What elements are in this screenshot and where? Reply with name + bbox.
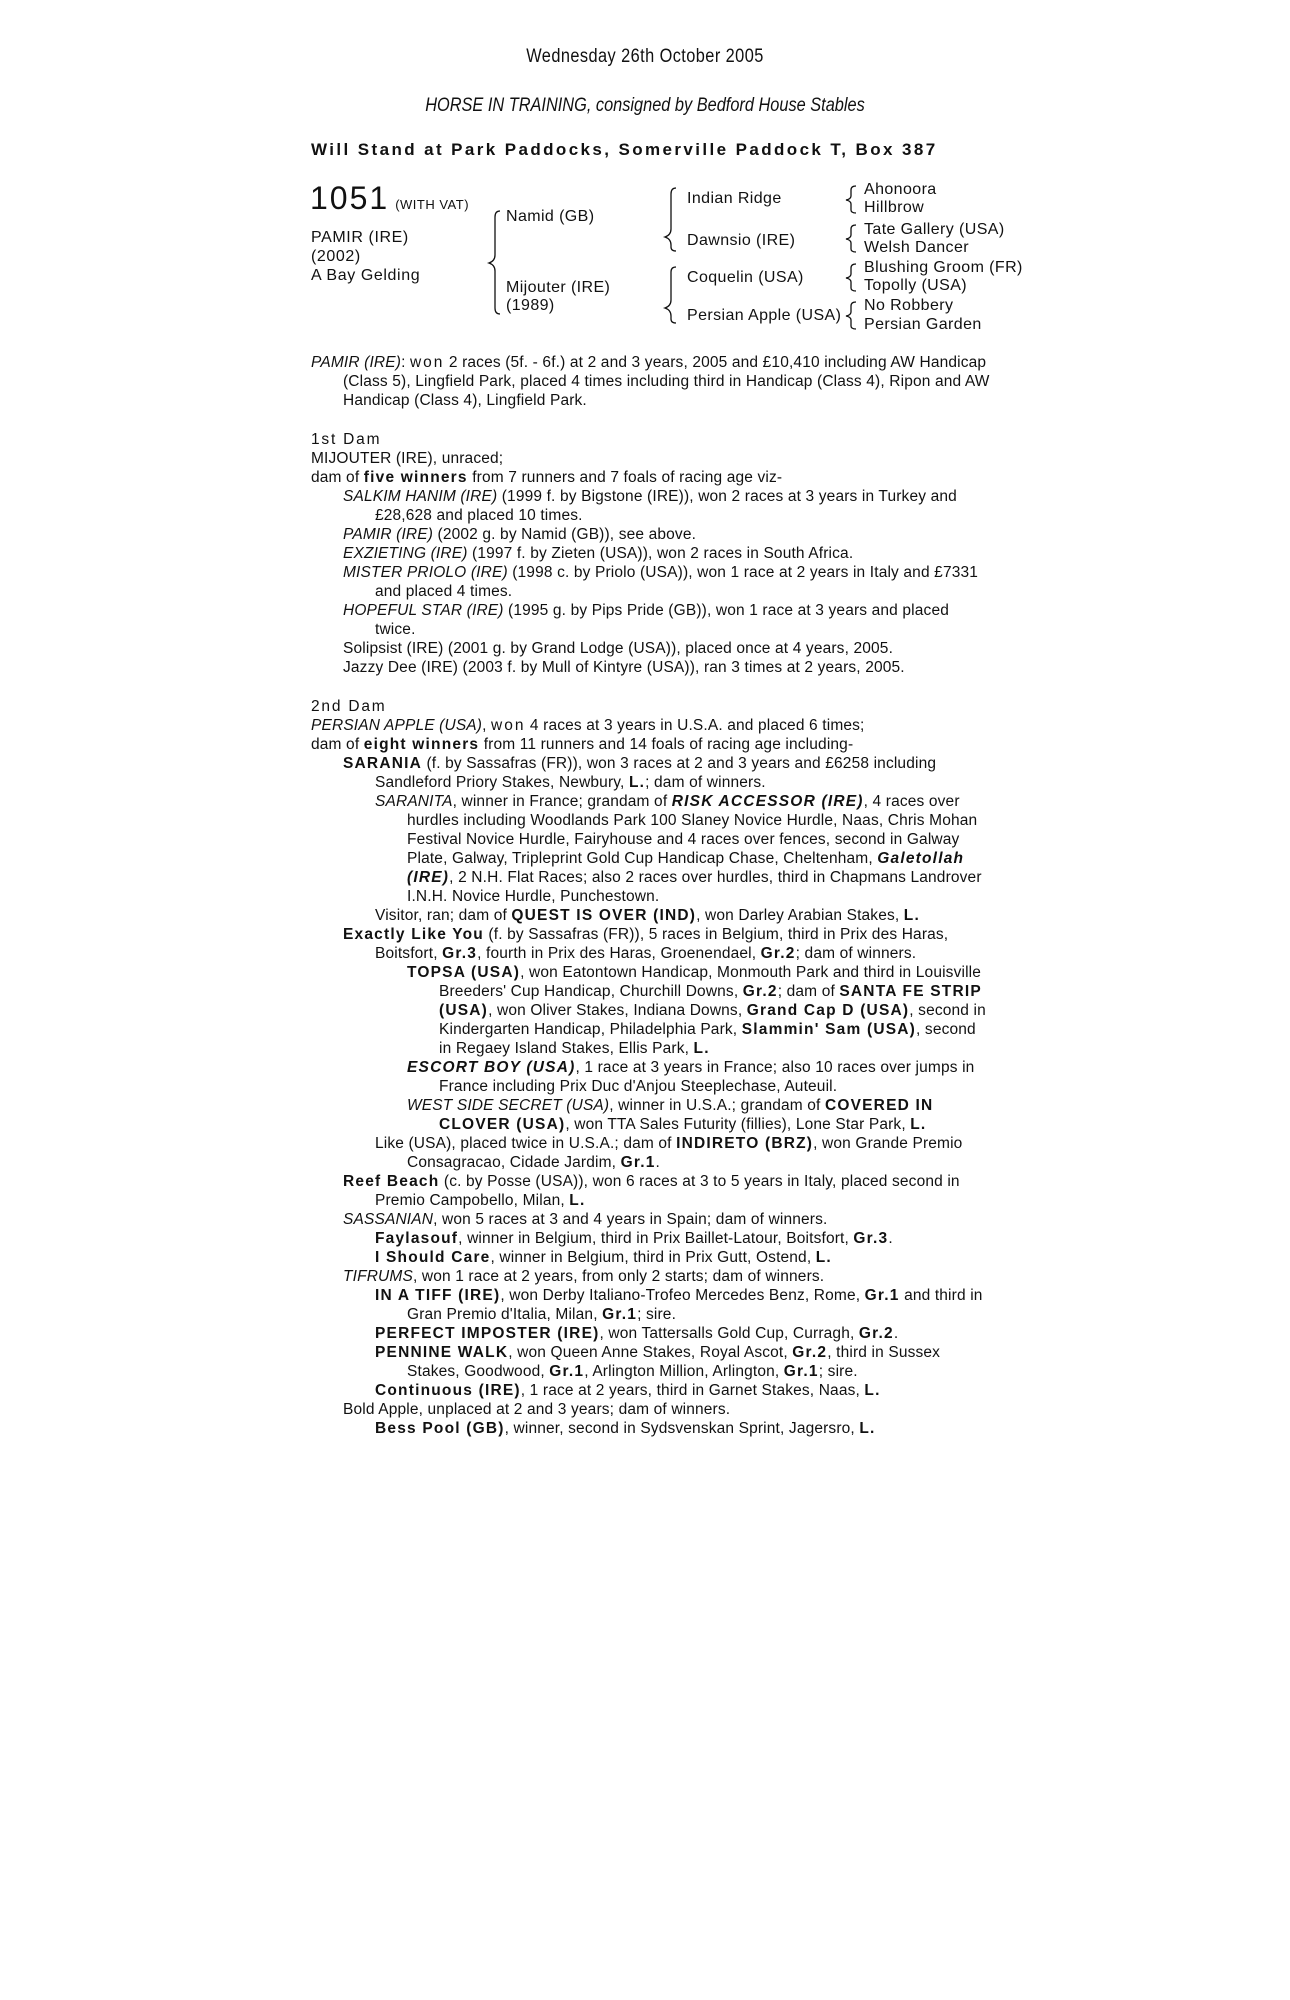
produce-entry: EXZIETING (IRE) (1997 f. by Zieten (USA)), won 2 races in South Africa. xyxy=(343,545,854,562)
race-record: PAMIR (IRE): won 2 races (5f. - 6f.) at 2 and 3 years, 2005 and £10,410 including AW Handicap (Class 5), Lingfield Park, placed 4 times including third in Handicap (Class 4), Ripon and AW Handicap (Class 4), Lingfield Park. xyxy=(311,354,990,409)
consignment-line: HORSE IN TRAINING, consigned by Bedford House Stables xyxy=(425,95,865,116)
produce-entry: Solipsist (IRE) (2001 g. by Grand Lodge (USA)), placed once at 4 years, 2005. xyxy=(343,640,894,657)
pedigree-g3-5: Blushing Groom (FR) xyxy=(864,259,1023,276)
pedigree-g3-1: Ahonoora xyxy=(864,181,937,198)
produce-entry: Bess Pool (GB), winner, second in Sydsvenskan Sprint, Jagersro, L. xyxy=(375,1420,876,1437)
second-dam-heading: 2nd Dam xyxy=(311,698,387,715)
produce-entry: Reef Beach (c. by Posse (USA)), won 6 races at 3 to 5 years in Italy, placed second in Premio Campobello, Milan, L. xyxy=(343,1173,960,1209)
produce-entry: Bold Apple, unplaced at 2 and 3 years; dam of winners. xyxy=(343,1401,731,1418)
produce-entry: TOPSA (USA), won Eatontown Handicap, Monmouth Park and third in Louisville Breeders' Cup Handicap, Churchill Downs, Gr.2; dam of SANTA FE STRIP (USA), won Oliver Stakes, Indiana Downs, Grand Cap D (USA), second in Kindergarten Handicap, Philadelphia Park, Slammin' Sam (USA), second in Regaey Island Stakes, Ellis Park, L. xyxy=(407,964,986,1057)
produce-entry: Like (USA), placed twice in U.S.A.; dam of INDIRETO (BRZ), won Grande Premio Consagracao, Cidade Jardim, Gr.1. xyxy=(375,1135,963,1171)
bracket-gen3-4 xyxy=(846,302,856,329)
pedigree-g3-2: Hillbrow xyxy=(864,199,925,216)
pedigree-g3-4: Welsh Dancer xyxy=(864,239,969,256)
produce-entry: HOPEFUL STAR (IRE) (1995 g. by Pips Pride (GB)), won 1 race at 3 years and placed twice. xyxy=(343,602,949,638)
record-horse-name: PAMIR (IRE) xyxy=(311,354,402,371)
pedigree-sire: Namid (GB) xyxy=(506,208,595,225)
produce-entry: SARANITA, winner in France; grandam of RISK ACCESSOR (IRE), 4 races over hurdles including Woodlands Park 100 Slaney Novice Hurdle, Naas, Chris Mohan Festival Novice Hurdle, Fairyhouse and 4 races over fences, second in Galway Plate, Galway, Tripleprint Gold Cup Handicap Chase, Cheltenham, Galetollah (IRE), 2 N.H. Flat Races; also 2 races over hurdles, third in Chapmans Landrover I.N.H. Novice Hurdle, Punchestown. xyxy=(375,793,982,905)
pedigree-sire-sire: Indian Ridge xyxy=(687,190,782,207)
pedigree-g3-8: Persian Garden xyxy=(864,316,982,333)
produce-entry: Exactly Like You (f. by Sassafras (FR)), 5 races in Belgium, third in Prix des Haras, Boitsfort, Gr.3, fourth in Prix des Haras, Groenendael, Gr.2; dam of winners. xyxy=(343,926,949,962)
pedigree-dam-year: (1989) xyxy=(506,297,555,314)
pedigree-dam: Mijouter (IRE) xyxy=(506,279,611,296)
horse-year: (2002) xyxy=(311,248,361,265)
produce-entry: Jazzy Dee (IRE) (2003 f. by Mull of Kintyre (USA)), ran 3 times at 2 years, 2005. xyxy=(343,659,905,676)
first-dam-heading: 1st Dam xyxy=(311,431,382,448)
stand-location: Will Stand at Park Paddocks, Somerville Paddock T, Box 387 xyxy=(311,140,938,159)
sale-date: Wednesday 26th October 2005 xyxy=(526,46,764,67)
bracket-gen1 xyxy=(489,211,500,314)
produce-entry: SARANIA (f. by Sassafras (FR)), won 3 races at 2 and 3 years and £6258 including Sandleford Priory Stakes, Newbury, L.; dam of winners. xyxy=(343,755,937,791)
produce-entry: TIFRUMS, won 1 race at 2 years, from only 2 starts; dam of winners. xyxy=(343,1268,825,1285)
produce-entry: MISTER PRIOLO (IRE) (1998 c. by Priolo (USA)), won 1 race at 2 years in Italy and £7331 and placed 4 times. xyxy=(343,564,979,600)
second-dam-name: PERSIAN APPLE (USA), won 4 races at 3 years in U.S.A. and placed 6 times; xyxy=(311,717,865,734)
produce-entry: I Should Care, winner in Belgium, third in Prix Gutt, Ostend, L. xyxy=(375,1249,832,1266)
second-dam-summary: dam of eight winners from 11 runners and 14 foals of racing age including- xyxy=(311,736,854,753)
pedigree-brackets xyxy=(0,0,1290,340)
first-dam-name: MIJOUTER (IRE), unraced; xyxy=(311,450,504,467)
produce-entry: PENNINE WALK, won Queen Anne Stakes, Royal Ascot, Gr.2, third in Sussex Stakes, Goodwood, Gr.1, Arlington Million, Arlington, Gr.1; sire. xyxy=(375,1344,941,1380)
pedigree-g3-7: No Robbery xyxy=(864,297,954,314)
produce-entry: Faylasouf, winner in Belgium, third in Prix Baillet-Latour, Boitsfort, Gr.3. xyxy=(375,1230,893,1247)
produce-entry: ESCORT BOY (USA), 1 race at 3 years in France; also 10 races over jumps in France including Prix Duc d'Anjou Steeplechase, Auteuil. xyxy=(407,1059,975,1095)
bracket-gen3-1 xyxy=(846,186,856,213)
produce-entry: SASSANIAN, won 5 races at 3 and 4 years in Spain; dam of winners. xyxy=(343,1211,828,1228)
lot-number-value: 1051 xyxy=(310,180,390,216)
produce-entry: Visitor, ran; dam of QUEST IS OVER (IND), won Darley Arabian Stakes, L. xyxy=(375,907,920,924)
produce-entry: PAMIR (IRE) (2002 g. by Namid (GB)), see above. xyxy=(343,526,697,543)
pedigree-g3-6: Topolly (USA) xyxy=(864,277,968,294)
pedigree-sire-dam: Dawnsio (IRE) xyxy=(687,232,796,249)
vat-note: (WITH VAT) xyxy=(395,197,470,212)
produce-entry: WEST SIDE SECRET (USA), winner in U.S.A.; grandam of COVERED IN CLOVER (USA), won TTA Sales Futurity (fillies), Lone Star Park, L. xyxy=(407,1097,934,1133)
pedigree-dam-dam: Persian Apple (USA) xyxy=(687,307,842,324)
bracket-gen3-3 xyxy=(846,264,856,291)
produce-entry: PERFECT IMPOSTER (IRE), won Tattersalls Gold Cup, Curragh, Gr.2. xyxy=(375,1325,899,1342)
produce-entry: SALKIM HANIM (IRE) (1999 f. by Bigstone (IRE)), won 2 races at 3 years in Turkey and £28,628 and placed 10 times. xyxy=(343,488,957,524)
produce-entry: IN A TIFF (IRE), won Derby Italiano-Trofeo Mercedes Benz, Rome, Gr.1 and third in Gran Premio d'Italia, Milan, Gr.1; sire. xyxy=(375,1287,983,1323)
catalogue-body xyxy=(311,353,991,1438)
first-dam-summary: dam of five winners from 7 runners and 7 foals of racing age viz- xyxy=(311,469,783,486)
produce-entry: Continuous (IRE), 1 race at 2 years, third in Garnet Stakes, Naas, L. xyxy=(375,1382,881,1399)
horse-description: A Bay Gelding xyxy=(311,267,421,284)
bracket-gen3-2 xyxy=(846,225,856,252)
bracket-gen2-lower xyxy=(665,267,676,323)
pedigree-g3-3: Tate Gallery (USA) xyxy=(864,221,1005,238)
bracket-gen2-upper xyxy=(665,188,676,251)
horse-name: PAMIR (IRE) xyxy=(311,229,409,246)
pedigree-dam-sire: Coquelin (USA) xyxy=(687,269,804,286)
